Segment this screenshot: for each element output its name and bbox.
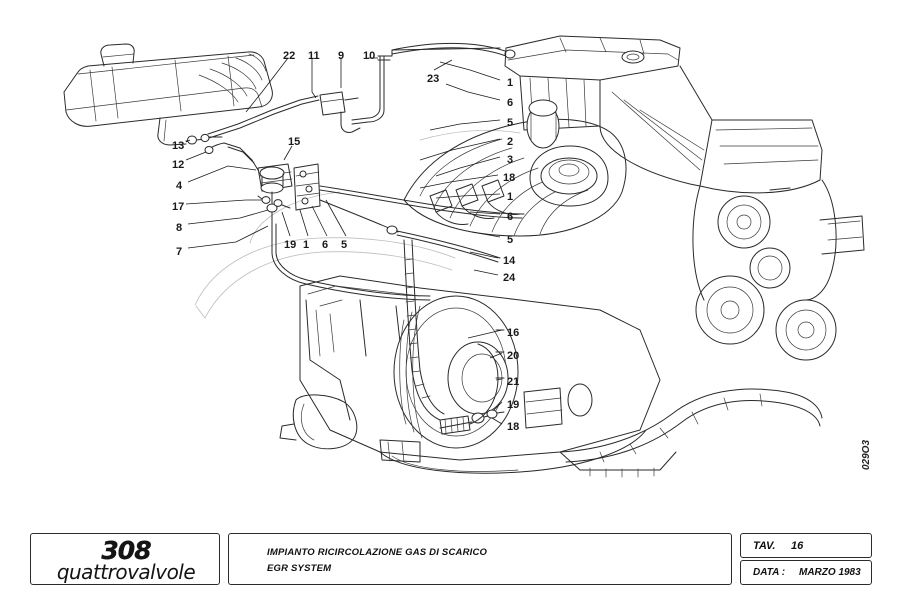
callout-14: 14	[503, 255, 516, 267]
belt-drive-pulleys	[693, 180, 864, 360]
fuel-tank	[64, 44, 272, 145]
callout-9: 9	[338, 50, 345, 62]
callout-16: 16	[507, 327, 520, 339]
callout-5: 5	[507, 234, 514, 246]
callout-1: 1	[507, 191, 514, 203]
callout-1: 1	[303, 239, 310, 251]
callout-18: 18	[507, 421, 520, 433]
callout-6: 6	[507, 211, 514, 223]
date-value: MARZO 1983	[799, 567, 861, 578]
callout-7: 7	[176, 246, 183, 258]
callout-1: 1	[507, 77, 514, 89]
callout-20: 20	[507, 350, 520, 362]
callout-3: 3	[507, 154, 514, 166]
table-number: 16	[791, 540, 804, 552]
callout-21: 21	[507, 376, 520, 388]
model-number: 308	[101, 536, 151, 565]
description-english: EGR SYSTEM	[267, 563, 332, 574]
callout-13: 13	[172, 140, 185, 152]
callout-23: 23	[427, 73, 440, 85]
callout-24: 24	[503, 272, 516, 284]
date-box	[740, 560, 872, 585]
callout-8: 8	[176, 222, 183, 234]
callout-19: 19	[284, 239, 297, 251]
callout-2: 2	[507, 136, 514, 148]
logo-box	[30, 533, 220, 585]
callout-18: 18	[503, 172, 516, 184]
description-italian: IMPIANTO RICIRCOLAZIONE GAS DI SCARICO	[267, 547, 488, 558]
callout-4: 4	[176, 180, 183, 192]
callout-11: 11	[308, 50, 320, 62]
callout-10: 10	[363, 50, 376, 62]
callout-17: 17	[172, 201, 185, 213]
callout-5: 5	[507, 117, 514, 129]
description-box	[228, 533, 732, 585]
callout-15: 15	[288, 136, 301, 148]
table-number-box	[740, 533, 872, 558]
callout-12: 12	[172, 159, 185, 171]
callout-6: 6	[507, 97, 514, 109]
sheet-code: 029O3	[861, 439, 872, 470]
vacuum-hoses	[208, 43, 524, 300]
intake-plenum	[404, 97, 626, 236]
callout-22: 22	[283, 50, 296, 62]
leader-lines-left	[186, 140, 346, 248]
callout-5: 5	[341, 239, 348, 251]
callout-19: 19	[507, 399, 520, 411]
table-label: TAV.	[753, 540, 776, 552]
date-label: DATA :	[753, 567, 786, 578]
left-fittings	[186, 134, 224, 153]
egr-control-valve	[224, 143, 320, 224]
callout-6: 6	[322, 239, 329, 251]
model-name: quattrovalvole	[56, 560, 196, 584]
